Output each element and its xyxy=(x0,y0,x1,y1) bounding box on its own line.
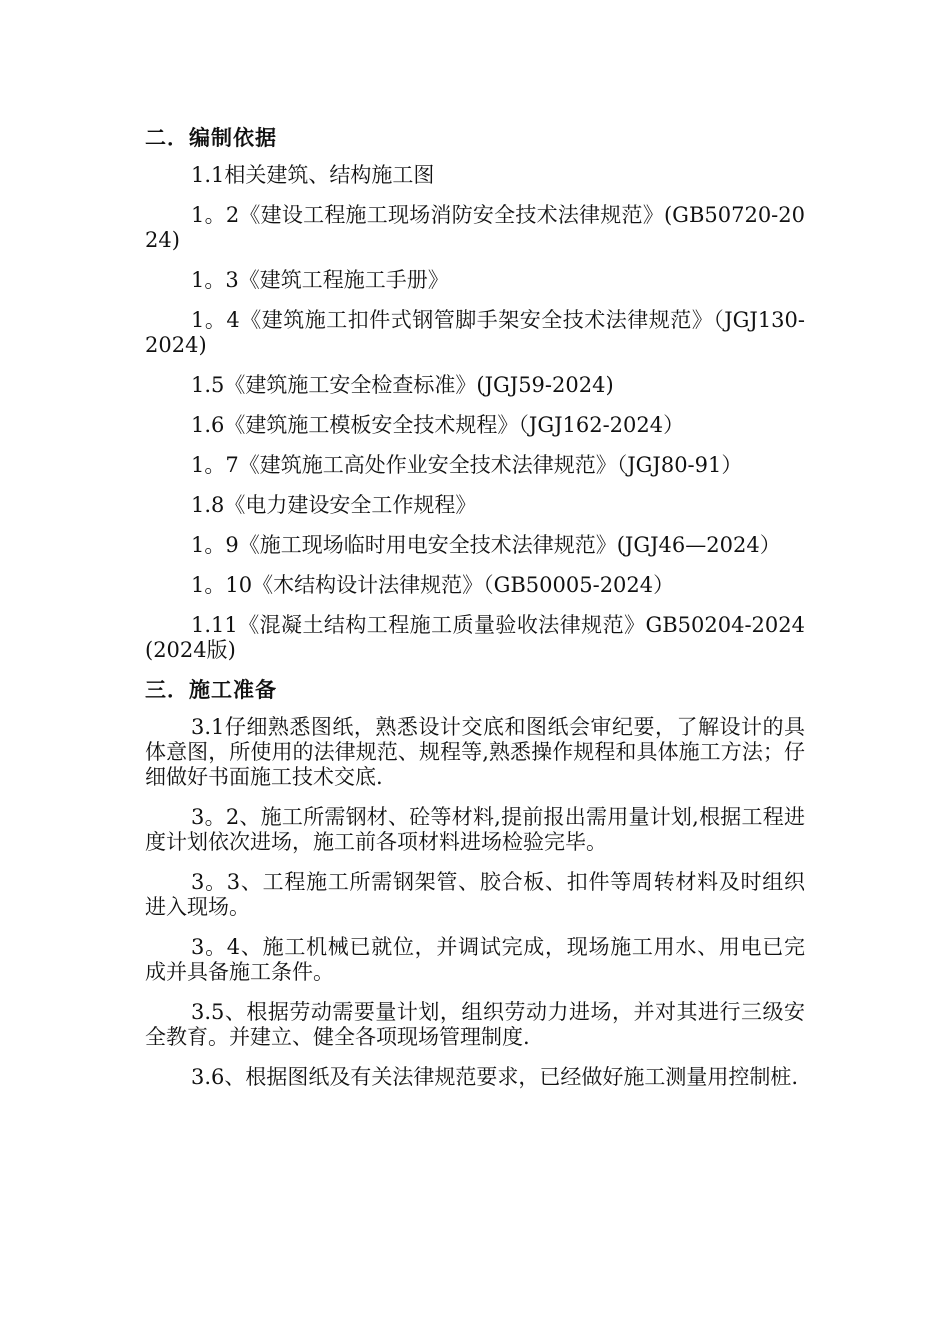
basis-item-1-8: 1.8《电力建设安全工作规程》 xyxy=(191,493,477,517)
basis-item-1-6: 1.6《建筑施工模板安全技术规程》（JGJ162-2024） xyxy=(191,413,685,437)
basis-item-1-7: 1。7《建筑施工高处作业安全技术法律规范》（JGJ80-91） xyxy=(191,453,743,477)
preparation-item-3-2: 3。2、施工所需钢材、砼等材料,提前报出需用量计划,根据工程进度计划依次进场，施工前各项材料进场检验完毕。 xyxy=(145,805,805,854)
basis-item-1-5: 1.5《建筑施工安全检查标准》(JGJ59-2024) xyxy=(191,373,614,397)
basis-item-1-10: 1。10《木结构设计法律规范》（GB50005-2024） xyxy=(191,573,675,597)
section-heading-basis: 二．编制依据 xyxy=(145,126,277,150)
preparation-item-3-5: 3.5、根据劳动需要量计划，组织劳动力进场，并对其进行三级安全教育。并建立、健全各项现场管理制度. xyxy=(145,1000,805,1049)
preparation-item-3-6: 3.6、根据图纸及有关法律规范要求，已经做好施工测量用控制桩. xyxy=(191,1065,799,1089)
section-heading-preparation: 三．施工准备 xyxy=(145,678,277,702)
basis-item-1-1: 1.1相关建筑、结构施工图 xyxy=(191,163,435,187)
preparation-item-3-3: 3。3、工程施工所需钢架管、胶合板、扣件等周转材料及时组织进入现场。 xyxy=(145,870,805,919)
preparation-item-3-4: 3。4、施工机械已就位，并调试完成，现场施工用水、用电已完成并具备施工条件。 xyxy=(145,935,805,984)
basis-item-1-2: 1。2《建设工程施工现场消防安全技术法律规范》(GB50720-2024) xyxy=(145,203,805,252)
basis-item-1-9: 1。9《施工现场临时用电安全技术法律规范》(JGJ46—2024） xyxy=(191,533,781,557)
preparation-item-3-1: 3.1仔细熟悉图纸，熟悉设计交底和图纸会审纪要，了解设计的具体意图，所使用的法律规范、规程等,熟悉操作规程和具体施工方法；仔细做好书面施工技术交底. xyxy=(145,715,805,789)
document-body xyxy=(145,118,805,1105)
basis-item-1-3: 1。3《建筑工程施工手册》 xyxy=(191,268,449,292)
basis-item-1-11: 1.11《混凝土结构工程施工质量验收法律规范》GB50204-2024(2024版) xyxy=(145,613,805,662)
basis-item-1-4: 1。4《建筑施工扣件式钢管脚手架安全技术法律规范》（JGJ130-2024) xyxy=(145,308,805,357)
